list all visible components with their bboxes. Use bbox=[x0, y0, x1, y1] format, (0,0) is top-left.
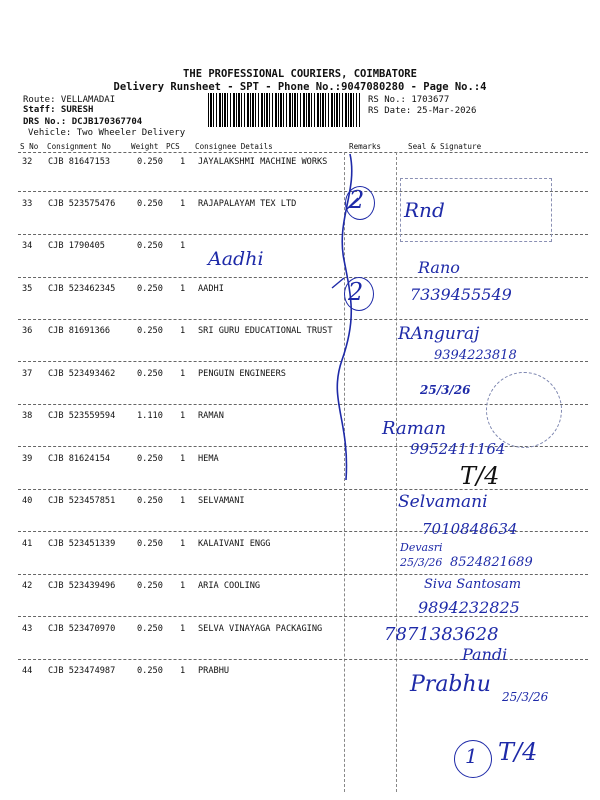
handwritten-consignee: Aadhi bbox=[208, 248, 264, 270]
signature-phone: 9952411164 bbox=[410, 440, 506, 458]
row-consignee: RAJAPALAYAM TEX LTD bbox=[198, 199, 297, 209]
signature-phone: 7871383628 bbox=[384, 624, 499, 645]
row-consignment: CJB 523474987 bbox=[48, 666, 116, 676]
row-divider bbox=[18, 489, 588, 490]
row-pcs: 1 bbox=[180, 666, 186, 676]
row-consignee: PENGUIN ENGINEERS bbox=[198, 369, 286, 379]
row-consignment: CJB 523559594 bbox=[48, 411, 116, 421]
signature-phone: 9394223818 bbox=[434, 348, 517, 363]
round-seal bbox=[486, 372, 562, 448]
staff-label: Staff: SURESH bbox=[23, 105, 94, 115]
row-weight: 0.250 bbox=[137, 326, 163, 336]
row-weight: 0.250 bbox=[137, 624, 163, 634]
drs-number: DRS No.: DCJB170367704 bbox=[23, 117, 143, 127]
row-pcs: 1 bbox=[180, 199, 186, 209]
row-sno: 32 bbox=[22, 157, 33, 167]
row-sno: 37 bbox=[22, 369, 33, 379]
rs-number: RS No.: 1703677 bbox=[368, 95, 450, 105]
signature-name: Siva Santosam bbox=[424, 577, 522, 592]
row-pcs: 1 bbox=[180, 454, 186, 464]
row-weight: 0.250 bbox=[137, 241, 163, 251]
signature-mark: T/4 bbox=[460, 462, 500, 490]
row-sno: 41 bbox=[22, 539, 33, 549]
row-sno: 39 bbox=[22, 454, 33, 464]
signature-name: RAnguraj bbox=[398, 324, 480, 344]
signature-name: Prabhu bbox=[410, 672, 491, 697]
col-seal-signature: Seal & Signature bbox=[408, 142, 482, 151]
signature-date: 25/3/26 bbox=[400, 556, 443, 569]
row-weight: 0.250 bbox=[137, 539, 163, 549]
col-consignment: Consignment No bbox=[47, 142, 112, 151]
row-consignment: CJB 81624154 bbox=[48, 454, 111, 464]
company-title: THE PROFESSIONAL COURIERS, COIMBATORE bbox=[183, 68, 417, 80]
signature-name: Rano bbox=[418, 258, 460, 277]
row-pcs: 1 bbox=[180, 496, 186, 506]
row-consignment: CJB 81691366 bbox=[48, 326, 111, 336]
signature-date: 25/3/26 bbox=[420, 383, 471, 397]
row-sno: 42 bbox=[22, 581, 33, 591]
row-consignment: CJB 523451339 bbox=[48, 539, 116, 549]
signature-name: Pandi bbox=[462, 645, 508, 664]
remarks-mark-2: 2 bbox=[349, 186, 365, 214]
row-sno: 43 bbox=[22, 624, 33, 634]
col-pcs: PCS bbox=[166, 142, 180, 151]
row-consignee: AADHI bbox=[198, 284, 224, 294]
row-pcs: 1 bbox=[180, 581, 186, 591]
signature-phone: 9894232825 bbox=[418, 598, 520, 617]
row-consignee: RAMAN bbox=[198, 411, 224, 421]
col-consignee: Consignee Details bbox=[195, 142, 273, 151]
row-divider bbox=[18, 574, 588, 575]
row-pcs: 1 bbox=[180, 369, 186, 379]
row-sno: 36 bbox=[22, 326, 33, 336]
row-weight: 0.250 bbox=[137, 496, 163, 506]
remarks-mark-2: 2 bbox=[348, 278, 364, 306]
row-sno: 40 bbox=[22, 496, 33, 506]
signature-date: 25/3/26 bbox=[502, 690, 549, 704]
row-consignee: PRABHU bbox=[198, 666, 230, 676]
row-consignee: SELVAMANI bbox=[198, 496, 245, 506]
vehicle-label: Vehicle: Two Wheeler Delivery bbox=[28, 128, 186, 138]
signature-phone: 8524821689 bbox=[450, 555, 533, 570]
row-consignment: CJB 523575476 bbox=[48, 199, 116, 209]
row-consignment: CJB 523493462 bbox=[48, 369, 116, 379]
row-pcs: 1 bbox=[180, 624, 186, 634]
row-consignment: CJB 523462345 bbox=[48, 284, 116, 294]
signature-name: Devasri bbox=[400, 541, 443, 554]
signature-row-33: Rn⁠d bbox=[404, 198, 445, 222]
row-sno: 33 bbox=[22, 199, 33, 209]
signature-name: Selvamani bbox=[398, 492, 488, 512]
row-consignment: CJB 523457851 bbox=[48, 496, 116, 506]
remarks-circle bbox=[345, 186, 375, 220]
row-pcs: 1 bbox=[180, 539, 186, 549]
signature-phone: 7339455549 bbox=[410, 285, 512, 304]
row-weight: 0.250 bbox=[137, 369, 163, 379]
signature-phone: 7010848634 bbox=[422, 520, 518, 538]
row-divider bbox=[18, 319, 588, 320]
row-weight: 0.250 bbox=[137, 454, 163, 464]
row-consignment: CJB 81647153 bbox=[48, 157, 111, 167]
row-sno: 44 bbox=[22, 666, 33, 676]
row-pcs: 1 bbox=[180, 284, 186, 294]
runsheet-subtitle: Delivery Runsheet - SPT - Phone No.:9047080280 - Page No.:4 bbox=[113, 81, 487, 93]
row-sno: 35 bbox=[22, 284, 33, 294]
rs-date: RS Date: 25-Mar-2026 bbox=[368, 106, 477, 116]
row-pcs: 1 bbox=[180, 411, 186, 421]
header-rule bbox=[18, 152, 588, 153]
row-weight: 0.250 bbox=[137, 666, 163, 676]
col-remarks: Remarks bbox=[349, 142, 382, 151]
row-weight: 0.250 bbox=[137, 284, 163, 294]
row-consignment: CJB 1790405 bbox=[48, 241, 105, 251]
row-consignee: JAYALAKSHMI MACHINE WORKS bbox=[198, 157, 328, 167]
signature-mark: T/4 bbox=[498, 738, 538, 766]
route-label: Route: VELLAMADAI bbox=[23, 95, 116, 105]
signature-name: Raman bbox=[382, 418, 447, 439]
col-weight: Weight bbox=[131, 142, 159, 151]
remarks-circle bbox=[344, 277, 374, 311]
circled-number: 1 bbox=[465, 744, 478, 768]
row-consignee: SELVA VINAYAGA PACKAGING bbox=[198, 624, 323, 634]
row-pcs: 1 bbox=[180, 241, 186, 251]
row-weight: 0.250 bbox=[137, 581, 163, 591]
row-consignment: CJB 523439496 bbox=[48, 581, 116, 591]
row-divider bbox=[18, 277, 588, 278]
row-pcs: 1 bbox=[180, 326, 186, 336]
row-pcs: 1 bbox=[180, 157, 186, 167]
col-sno: S No bbox=[20, 142, 39, 151]
drs-barcode bbox=[208, 93, 360, 127]
row-consignee: HEMA bbox=[198, 454, 219, 464]
row-consignee: ARIA COOLING bbox=[198, 581, 261, 591]
row-consignee: KALAIVANI ENGG bbox=[198, 539, 271, 549]
row-weight: 0.250 bbox=[137, 199, 163, 209]
row-consignment: CJB 523470970 bbox=[48, 624, 116, 634]
row-consignee: SRI GURU EDUCATIONAL TRUST bbox=[198, 326, 333, 336]
row-sno: 38 bbox=[22, 411, 33, 421]
row-sno: 34 bbox=[22, 241, 33, 251]
row-weight: 1.110 bbox=[137, 411, 163, 421]
row-weight: 0.250 bbox=[137, 157, 163, 167]
